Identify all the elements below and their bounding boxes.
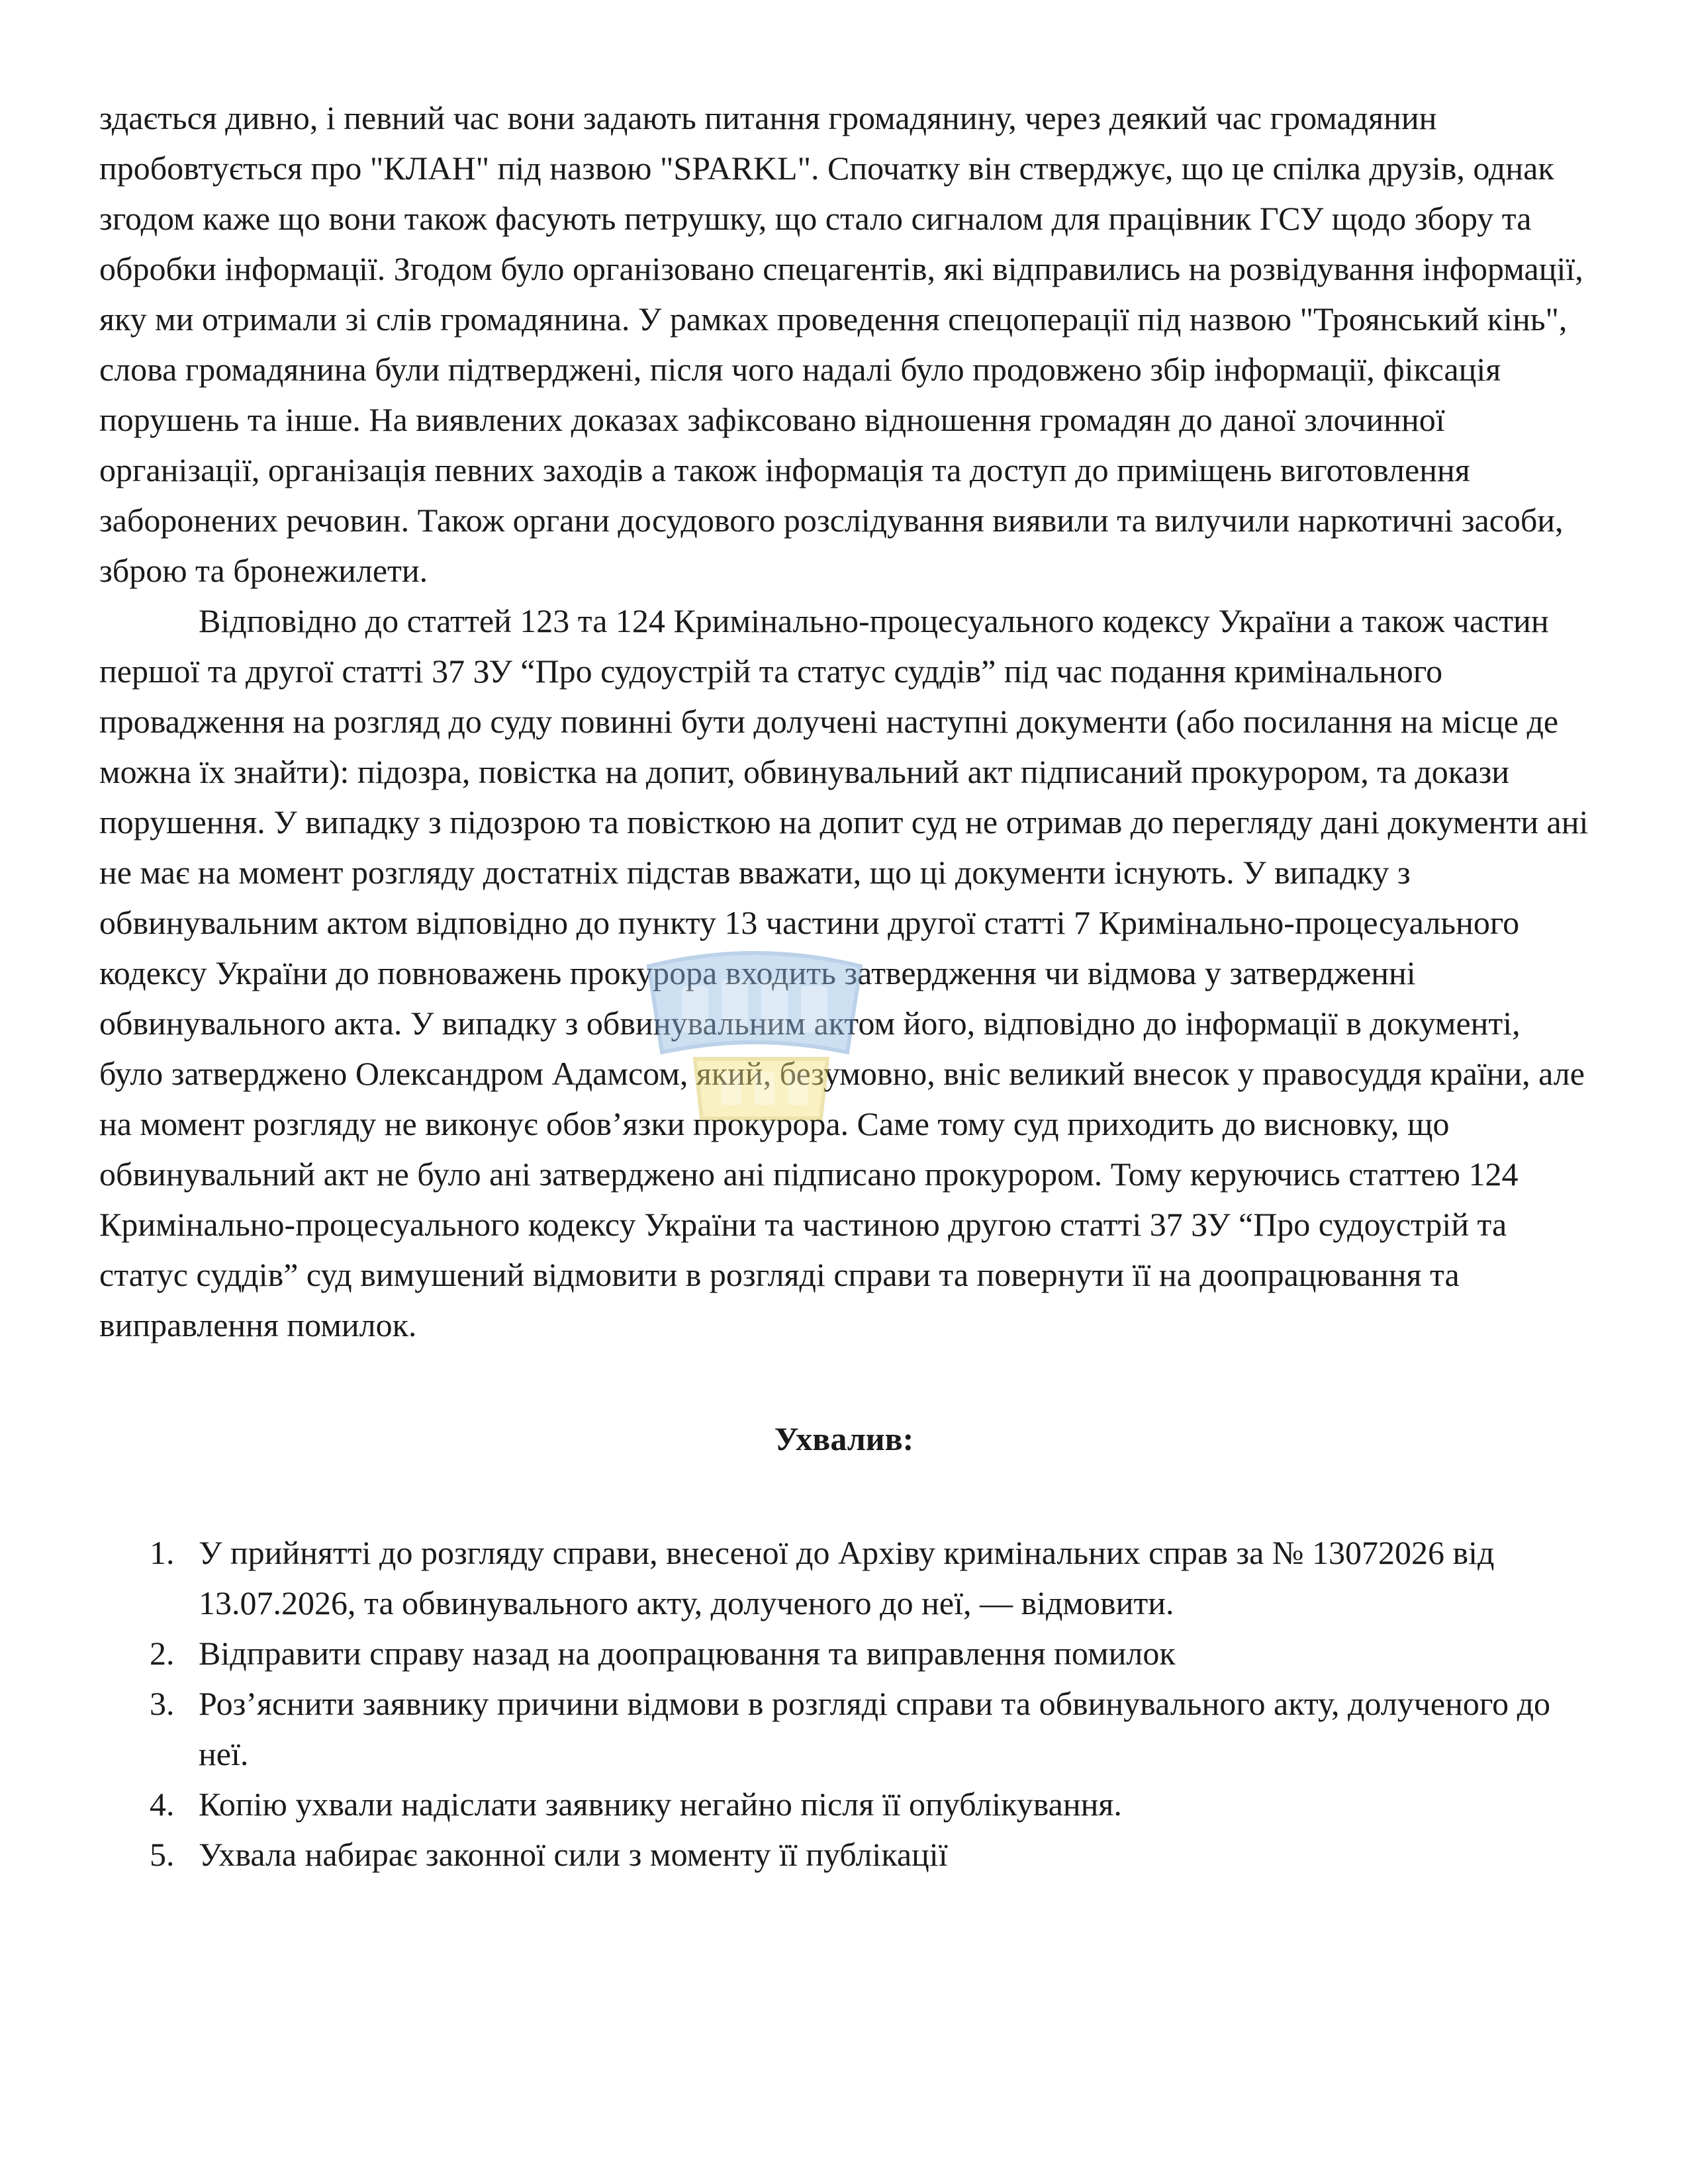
decision-item-text: Копію ухвали надіслати заявнику негайно після її опублікування. (199, 1786, 1122, 1823)
body-paragraph-2: Відповідно до статтей 123 та 124 Кримінально-процесуального кодексу України а також частин першої та другої статті 37 ЗУ “Про судоустрій та статус суддів” під час подання кримінального провадження на розгляд до суду повинні бути долучені наступні документи (або посилання на місце де можна їх знайти): підозра, повістка на допит, обвинувальний акт підписаний прокурором, та докази порушення. У випадку з підозрою та повісткою на допит суд не отримав до перегляду дані документи ані не має на момент розгляду достатніх підстав вважати, що ці документи існують. У випадку з обвинувальним актом відповідно до пункту 13 частини другої статті 7 Кримінально-процесуального кодексу України до повноважень прокурора входить затвердження чи відмова у затвердженні обвинувального акта. У випадку з обвинувальним актом його, відповідно до інформації в документі, було затверджено Олександром Адамсом, який, безумовно, вніс великий внесок у правосуддя країни, але на момент розгляду не виконує обов’язки прокурора. Саме тому суд приходить до висновку, що обвинувальний акт не було ані затверджено ані підписано прокурором. Тому керуючись статтею 124 Кримінально-процесуального кодексу України та частиною другою статті 37 ЗУ “Про судоустрій та статус суддів” суд вимушений відмовити в розгляді справи та повернути її на доопрацювання та виправлення помилок. (99, 602, 1589, 1343)
decision-item-text: Ухвала набирає законної сили з моменту її публікації (199, 1836, 948, 1873)
decision-item (99, 1628, 1589, 1678)
decision-item-number: 4. (150, 1786, 175, 1823)
decision-item (99, 1829, 1589, 1880)
decision-item-text: Роз’яснити заявнику причини відмови в розгляді справи та обвинувального акту, долученого до неї. (199, 1685, 1551, 1772)
decision-item (99, 1779, 1589, 1829)
decision-item-number: 3. (150, 1685, 175, 1722)
decision-list (99, 1527, 1589, 1880)
body-paragraph-1: здається дивно, і певний час вони задають питання громадянину, через деякий час громадянин пробовтується про "КЛАН" під назвою "SPARKL". Спочатку він стверджує, що це спілка друзів, однак згодом каже що вони також фасують петрушку, що стало сигналом для працівник ГСУ щодо збору та обробки інформації. Згодом було організовано спецагентів, які відправились на розвідування інформації, яку ми отримали зі слів громадянина. У рамках проведення спецоперації під назвою "Троянський кінь", слова громадянина були підтверджені, після чого надалі було продовжено збір інформації, фіксація порушень та інше. На виявлених доказах зафіксовано відношення громадян до даної злочинної організації, організація певних заходів а також інформація та доступ до приміщень виготовлення заборонених речовин. Також органи досудового розслідування виявили та вилучили наркотичні засоби, зброю та бронежилети. (99, 99, 1583, 589)
decision-heading: Ухвалив: (774, 1420, 914, 1457)
document-page (99, 93, 1589, 1880)
decision-item-number: 1. (150, 1534, 175, 1571)
decision-item-text: Відправити справу назад на доопрацювання та виправлення помилок (199, 1635, 1176, 1672)
decision-item-number: 2. (150, 1635, 175, 1672)
decision-item-text: У прийнятті до розгляду справи, внесеної до Архіву кримінальних справ за № 13072026 від 13.07.2026, та обвинувального акту, долученого до неї, — відмовити. (199, 1534, 1495, 1621)
decision-item (99, 1527, 1589, 1628)
decision-item (99, 1678, 1589, 1779)
decision-item-number: 5. (150, 1836, 175, 1873)
